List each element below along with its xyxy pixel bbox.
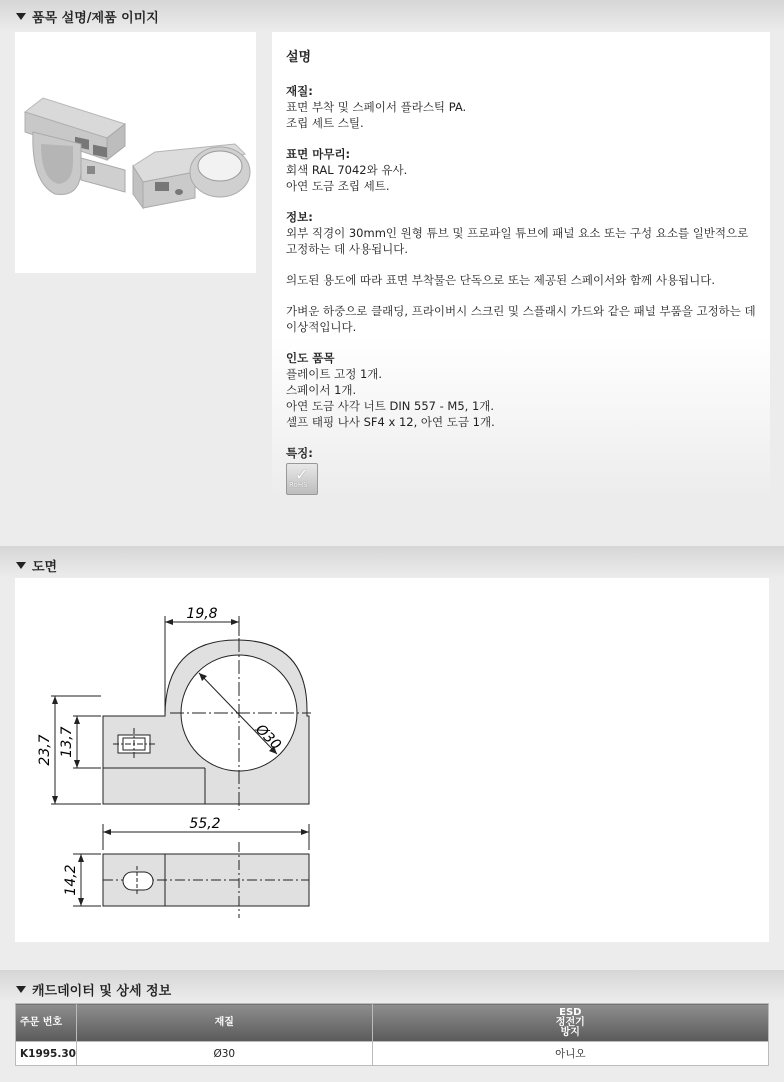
info-paragraph-3: 가벼운 하중으로 클래딩, 프라이버시 스크린 및 스플래시 가드와 같은 패널 부품을 고정하는 데 이상적입니다. <box>286 304 756 334</box>
col-order-number[interactable]: 주문 번호 <box>16 1004 77 1042</box>
collapse-triangle-icon <box>16 13 26 20</box>
description-title: 설명 <box>286 50 312 65</box>
dim-height-total: 23,7 <box>37 734 53 766</box>
product-image <box>15 32 256 273</box>
section-title: 캐드데이터 및 상세 정보 <box>32 983 172 999</box>
cell-order-number[interactable]: K1995.30 <box>16 1042 77 1066</box>
dim-top-width: 19,8 <box>186 606 218 622</box>
delivery-block <box>286 350 756 430</box>
info-paragraph-2: 의도된 용도에 따라 표면 부착물은 단독으로 또는 제공된 스페이서와 함께 사용됩니다. <box>286 273 716 287</box>
dim-length: 55,2 <box>189 816 221 832</box>
features-block <box>286 445 756 495</box>
section-header-drawing[interactable] <box>0 546 784 578</box>
col-esd[interactable] <box>372 1004 768 1042</box>
delivery-line: 셀프 태핑 나사 SF4 x 12, 아연 도금 1개. <box>286 415 495 429</box>
collapse-triangle-icon <box>16 986 26 993</box>
clamp-part-left <box>25 98 125 195</box>
material-block <box>286 83 756 131</box>
cell-material: Ø30 <box>76 1042 372 1066</box>
table-header-row <box>16 1004 769 1042</box>
technical-drawing <box>15 578 769 942</box>
check-icon: ✓ <box>295 465 309 484</box>
table-row[interactable] <box>16 1042 769 1066</box>
material-line: 조립 세트 스틸. <box>286 116 364 130</box>
col-esd-line: ESD <box>559 1006 582 1018</box>
info-label: 정보: <box>286 210 313 224</box>
clamp-part-right <box>133 144 250 208</box>
delivery-line: 아연 도금 사각 너트 DIN 557 - M5, 1개. <box>286 399 495 413</box>
collapse-triangle-icon <box>16 562 26 569</box>
material-line: 표면 부착 및 스페이서 플라스틱 PA. <box>286 100 467 114</box>
section-header-description[interactable] <box>0 0 784 32</box>
dim-height-inner: 13,7 <box>59 726 75 758</box>
delivery-label: 인도 품목 <box>286 351 335 365</box>
section-title: 품목 설명/제품 이미지 <box>32 10 159 26</box>
finish-line: 회색 RAL 7042와 유사. <box>286 163 408 177</box>
finish-block <box>286 146 756 194</box>
section-title: 도면 <box>32 559 58 575</box>
info-paragraph: 외부 직경이 30mm인 원형 튜브 및 프로파일 튜브에 패널 요소 또는 구성 요소를 일반적으로 고정하는 데 사용됩니다. <box>286 226 749 256</box>
description-panel <box>272 32 770 500</box>
rohs-badge-icon[interactable] <box>286 463 318 495</box>
finish-label: 표면 마무리: <box>286 147 351 161</box>
col-material[interactable]: 재질 <box>76 1004 372 1042</box>
dim-thickness: 14,2 <box>63 864 79 896</box>
dim-diameter: Ø30 <box>252 721 284 754</box>
features-label: 특징: <box>286 446 313 460</box>
material-label: 재질: <box>286 84 313 98</box>
delivery-line: 스페이서 1개. <box>286 383 357 397</box>
section-header-cad[interactable] <box>0 970 784 1002</box>
cell-esd: 아니오 <box>372 1042 768 1066</box>
col-esd-line: 정전기 <box>555 1016 585 1028</box>
col-esd-line: 방지 <box>560 1026 580 1038</box>
rohs-text: RoHS <box>289 481 308 489</box>
delivery-line: 플레이트 고정 1개. <box>286 367 383 381</box>
cad-data-table <box>15 1003 769 1066</box>
drawing-svg <box>15 578 769 942</box>
info-block <box>286 209 756 257</box>
product-photo-illustration <box>15 32 256 273</box>
finish-line: 아연 도금 조립 세트. <box>286 179 390 193</box>
